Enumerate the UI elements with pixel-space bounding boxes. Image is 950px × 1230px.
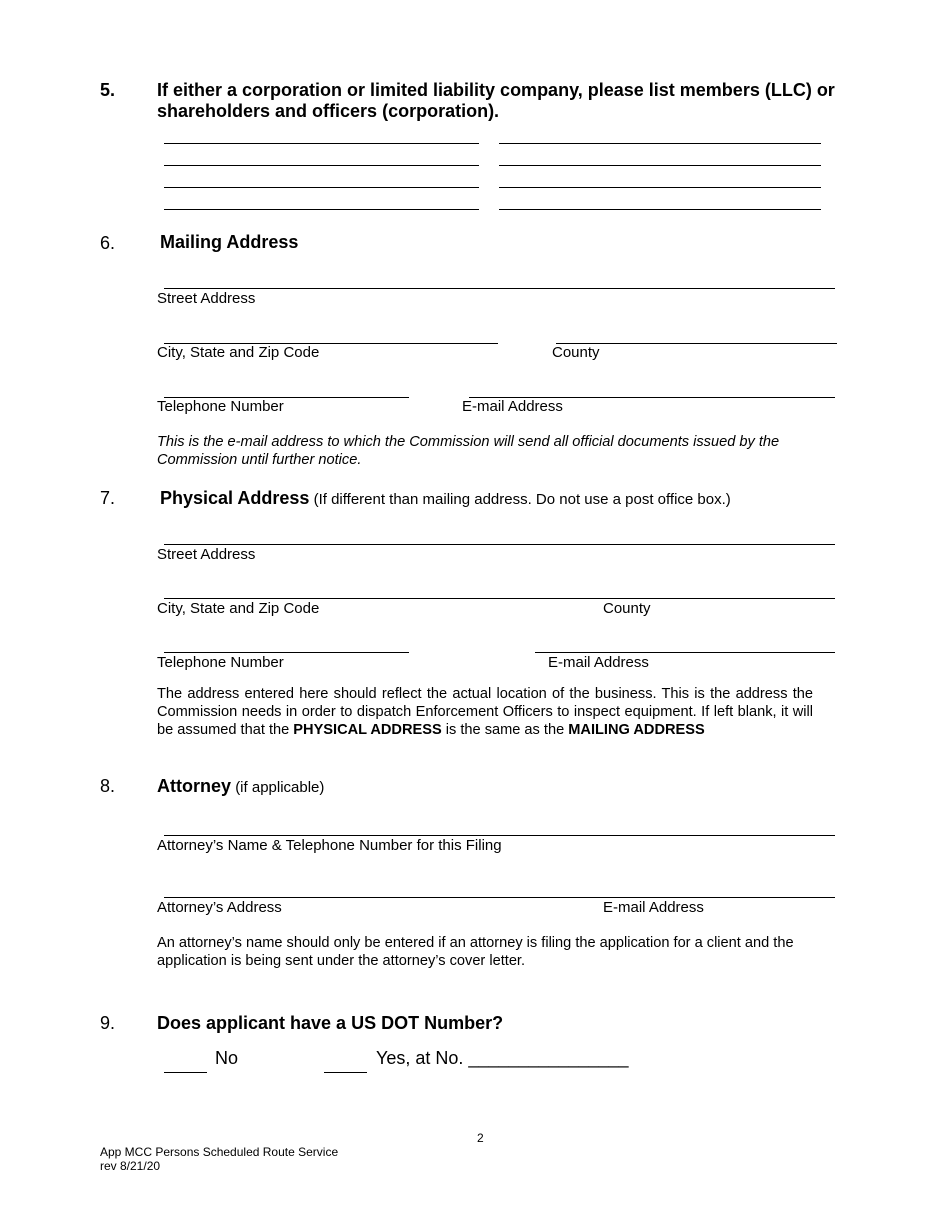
physical-note-bold-1: PHYSICAL ADDRESS <box>293 722 442 738</box>
mailing-phone-label: Telephone Number <box>157 398 284 415</box>
page-number: 2 <box>477 1131 484 1145</box>
footer-revision: rev 8/21/20 <box>100 1159 161 1173</box>
member-entry-line[interactable] <box>499 209 821 210</box>
section-7-number: 7. <box>100 488 116 508</box>
attorney-heading-row <box>157 776 324 797</box>
physical-address-heading-note: (If different than mailing address. Do not use a post office box.) <box>313 491 731 508</box>
member-entry-line[interactable] <box>499 165 821 166</box>
attorney-address-field[interactable] <box>164 897 835 898</box>
physical-street-field[interactable] <box>164 544 835 545</box>
footer <box>100 1145 338 1173</box>
mailing-email-label: E-mail Address <box>462 398 563 415</box>
physical-city-county-field[interactable] <box>164 598 835 599</box>
mailing-street-field[interactable] <box>164 288 835 289</box>
mailing-address-heading: Mailing Address <box>160 232 299 252</box>
physical-phone-field[interactable] <box>164 652 409 653</box>
attorney-address-label: Attorney’s Address <box>157 899 282 916</box>
physical-address-note <box>157 685 813 739</box>
attorney-heading: Attorney <box>157 776 232 796</box>
physical-address-heading-row <box>160 488 731 509</box>
dot-number-question: Does applicant have a US DOT Number? <box>157 1013 504 1033</box>
member-entry-line[interactable] <box>499 143 821 144</box>
physical-city-label: City, State and Zip Code <box>157 600 320 617</box>
attorney-note: An attorney’s name should only be entered if an attorney is filing the application for a client and the application is being sent under the attorney’s cover letter. <box>157 935 794 969</box>
section-5-heading-line2: shareholders and officers (corporation). <box>157 101 500 121</box>
footer-form-name: App MCC Persons Scheduled Route Service <box>100 1145 339 1159</box>
mailing-city-label: City, State and Zip Code <box>157 344 320 361</box>
yes-checkbox-blank[interactable] <box>324 1072 367 1073</box>
physical-email-field[interactable] <box>535 652 835 653</box>
section-8-number: 8. <box>100 776 116 796</box>
attorney-name-field[interactable] <box>164 835 835 836</box>
member-entry-line[interactable] <box>164 209 479 210</box>
physical-note-text-2: is the same as the <box>441 722 569 738</box>
physical-email-label: E-mail Address <box>548 654 649 671</box>
attorney-heading-note: (if applicable) <box>235 779 325 796</box>
yes-option-label: Yes, at No. ________________ <box>376 1048 629 1068</box>
section-6-number: 6. <box>100 233 116 253</box>
section-5-number: 5. <box>100 80 116 100</box>
no-checkbox-blank[interactable] <box>164 1072 207 1073</box>
physical-address-heading: Physical Address <box>160 488 310 508</box>
member-entry-line[interactable] <box>164 187 479 188</box>
member-entry-line[interactable] <box>164 165 479 166</box>
physical-phone-label: Telephone Number <box>157 654 284 671</box>
physical-note-text-1: The address entered here should reflect the actual location of the business. This is the address the Commission needs in order to dispatch Enforcement Officers to inspect equipment. If left blank, it will be assumed that the <box>157 686 813 738</box>
member-entry-line[interactable] <box>499 187 821 188</box>
mailing-email-note: This is the e-mail address to which the Commission will send all official documents issued by the Commission until further notice. <box>157 434 780 468</box>
section-9-number: 9. <box>100 1013 116 1033</box>
attorney-name-label: Attorney’s Name & Telephone Number for this Filing <box>157 837 502 854</box>
physical-note-bold-2: MAILING ADDRESS <box>568 722 705 738</box>
section-5-heading-line1: If either a corporation or limited liability company, please list members (LLC) or <box>157 80 835 100</box>
section-5-heading <box>157 80 877 122</box>
physical-county-label: County <box>603 600 651 617</box>
mailing-county-label: County <box>552 344 600 361</box>
no-option-label: No <box>215 1048 239 1068</box>
attorney-email-label: E-mail Address <box>603 899 704 916</box>
mailing-street-label: Street Address <box>157 290 256 307</box>
physical-street-label: Street Address <box>157 546 256 563</box>
member-entry-line[interactable] <box>164 143 479 144</box>
